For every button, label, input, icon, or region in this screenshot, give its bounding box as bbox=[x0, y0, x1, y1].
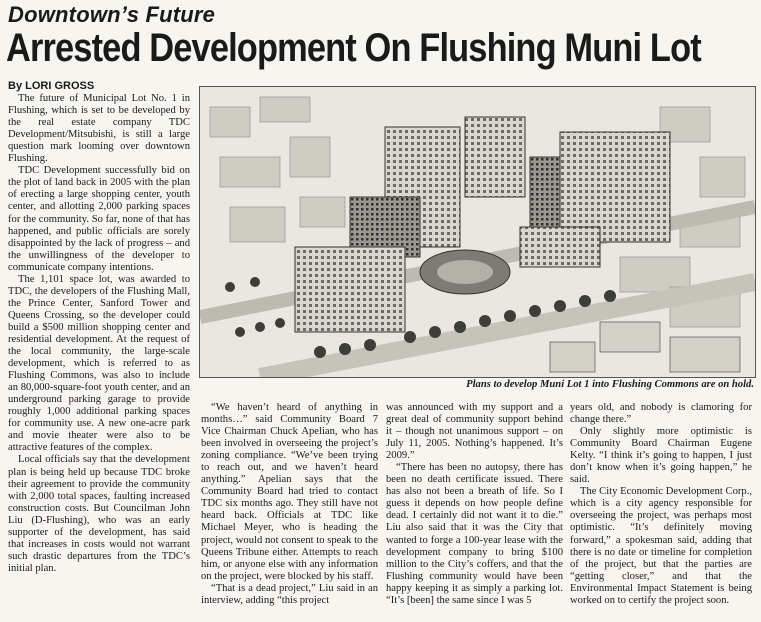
paragraph: Only slightly more optimistic is Community Board Chairman Eugene Kelty. “I think it’s going to happen, I just don’t know when it’s going happen,” he said. bbox=[570, 426, 752, 486]
paragraph: The 1,101 space lot, was awarded to TDC, the developers of the Flushing Mall, the Prince Center, Sanford Tower and Queens Crossing, so the developer could build a $500 million shopping center and residential development. At the request of the local community, the large-scale development, which is referred to as Flushing Commons, was also to include an 80,000-square-foot youth center, and an underground parking garage to provide roughly 1,000 additional parking spaces for community use. A new one-acre park and movie theater were also to be attractive features of the complex. bbox=[8, 273, 190, 454]
article-column-4 bbox=[570, 402, 752, 607]
headline: Arrested Development On Flushing Muni Lot bbox=[6, 26, 701, 70]
article-column-2 bbox=[201, 402, 378, 607]
photo-caption: Plans to develop Muni Lot 1 into Flushing Commons are on hold. bbox=[466, 379, 754, 390]
paragraph: “That is a dead project,” Liu said in an interview, adding “this project bbox=[201, 582, 378, 606]
article-column-3 bbox=[386, 402, 563, 607]
paragraph: “There has been no autopsy, there has been no death certificate issued. There has also not been a breath of life. So I guess it depends on how people define dead. I certainly did not want it to die.” Liu also said that it was the City that wanted to forge a 100-year lease with the development company to bring $100 million to the City’s coffers, and that the Flushing community would have been happy keeping it as simply a parking lot. “It’s [been] the same since I was 5 bbox=[386, 462, 563, 606]
rendering-photo bbox=[199, 86, 756, 378]
paragraph: The future of Municipal Lot No. 1 in Flushing, which is set to be developed by the real estate company TDC Development/Mitsubishi, is still a large question mark looming over downtown Flushing. bbox=[8, 93, 190, 165]
paragraph: Local officials say that the development plan is being held up because TDC broke their agreement to provide the community with 2,000 total spaces, faulting increased construction costs. But Councilman John Liu (D-Flushing), who was an early supporter of the development, has said that increases in costs would not warrant such drastic departures from the TDC’s initial plan. bbox=[8, 454, 190, 574]
paragraph: years old, and nobody is clamoring for change there.” bbox=[570, 402, 752, 426]
paragraph: The City Economic Development Corp., which is a city agency responsible for overseeing the project, was perhaps most optimistic. “It’s definitely moving forward,” a spokesman said, adding that there is no date or timeline for completion of the project, but that the parties are “getting closer,” and that the Environmental Impact Statement is being worked on to certify the project soon. bbox=[570, 486, 752, 606]
paragraph: was announced with my support and a great deal of community support behind it – though not unanimous support – on July 11, 2005. Nothing’s happened. It’s 2009.” bbox=[386, 402, 563, 462]
paragraph: TDC Development successfully bid on the plot of land back in 2005 with the plan of erecting a large shopping center, youth center, and allotting 2,000 parking spaces for the community. So far, none of that has happened, and public officials are sorely disappointed by the lack of progress – and the unwillingness of the developer to communicate company intentions. bbox=[8, 165, 190, 273]
paragraph: “We haven’t heard of anything in months…” said Community Board 7 Vice Chairman Chuck Apelian, who has been involved in overseeing the project’s zoning compliance. “We’ve been trying to reach out, and we haven’t heard anything.” Apelian says that the Community Board had tried to contact TDC six months ago. They still have not heard back. Officials at TDC like Michael Meyer, who is heading the project, would not consent to speak to the Queens Tribune either. Attempts to reach him, or anyone else with any information on the project, were blocked by his staff. bbox=[201, 402, 378, 582]
section-kicker: Downtown’s Future bbox=[8, 2, 216, 27]
byline: By LORI GROSS bbox=[8, 80, 95, 92]
article-column-1 bbox=[8, 80, 190, 575]
